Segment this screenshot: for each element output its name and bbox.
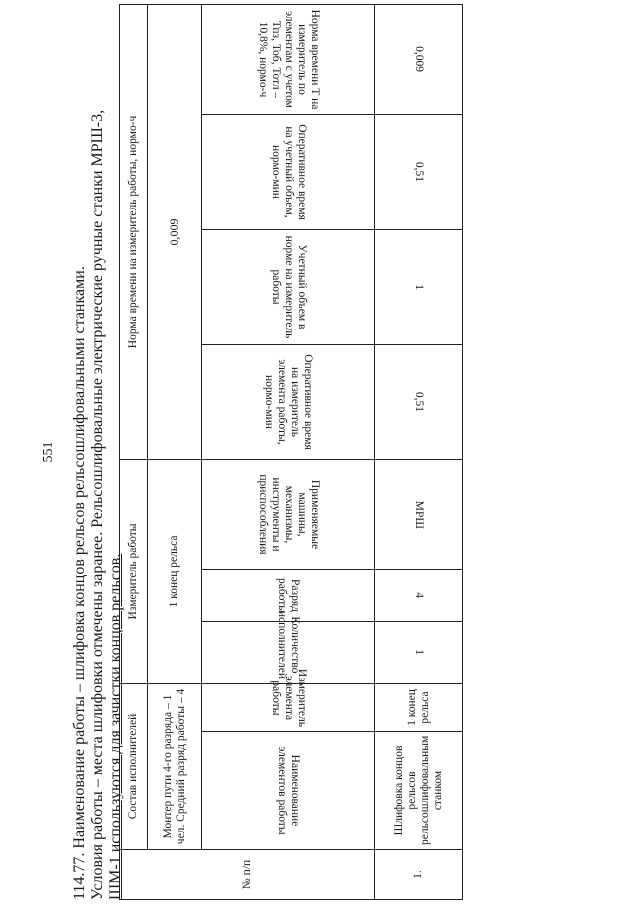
- cell-element: Шлифовка концов рельсов рельсошлифовальным станком: [375, 732, 463, 850]
- header-machines: Применяемые машины, механизмы, инструменты и приспособления: [202, 459, 375, 569]
- staff-value: Монтер пути 4-го разряда – 1 чел. Средний разряд работы – 4: [148, 683, 202, 849]
- rotated-sheet: [65, 5, 625, 900]
- cell-executors: 1: [375, 621, 463, 683]
- cell-no: 1.: [375, 850, 463, 900]
- cell-op-time-volume: 0,51: [375, 114, 463, 229]
- header-work-meter: Измеритель работы: [120, 459, 148, 683]
- header-work-grade: Разряд работы: [202, 569, 375, 621]
- cell-op-time: 0,51: [375, 344, 463, 459]
- heading-line-3: ШМ-1 используются для зачистки концов рельсов.: [107, 553, 124, 900]
- header-executors-count: Количество исполнителей: [202, 621, 375, 683]
- header-element-name: Наименование элементов работы: [202, 732, 375, 850]
- norm-time-value: 0,009: [148, 4, 202, 459]
- header-no: № п/п: [120, 850, 375, 900]
- header-staff: Состав исполнителей: [120, 683, 148, 849]
- cell-grade: 4: [375, 569, 463, 621]
- header-norm-time: Норма времени на измеритель работы, нормо-ч: [120, 4, 148, 459]
- work-meter-value: 1 конец рельса: [148, 459, 202, 683]
- cell-norm-t: 0,009: [375, 4, 463, 114]
- heading-line-1: 114.77. Наименование работы – шлифовка концов рельсов рельсошлифовальными станками.: [71, 266, 88, 900]
- header-norm-t: Норма времени Т на измеритель по элементам с учетом Тпз, Тоб, Тотл – 10,8%, нормо-ч: [202, 4, 375, 114]
- section-heading: [71, 20, 125, 900]
- header-volume: Учетный объем в норме на измеритель работы: [202, 229, 375, 344]
- cell-machines: МРШ: [375, 459, 463, 569]
- norm-table: [119, 4, 463, 900]
- cell-volume: 1: [375, 229, 463, 344]
- heading-line-2: Условия работы – места шлифовки отмечены заранее. Рельсошлифовальные электрические ручные станки МРШ-3,: [89, 109, 106, 900]
- header-op-time-volume: Оперативное время на учетный объем, нормо-мин: [202, 114, 375, 229]
- header-element-meter: Измеритель элемента работы: [202, 683, 375, 731]
- table-row: [375, 4, 463, 899]
- page-number: 551: [41, 441, 56, 463]
- header-op-time: Оперативное время на измеритель элемента работы, нормо-мин: [202, 344, 375, 459]
- cell-meter: 1 конец рельса: [375, 683, 463, 731]
